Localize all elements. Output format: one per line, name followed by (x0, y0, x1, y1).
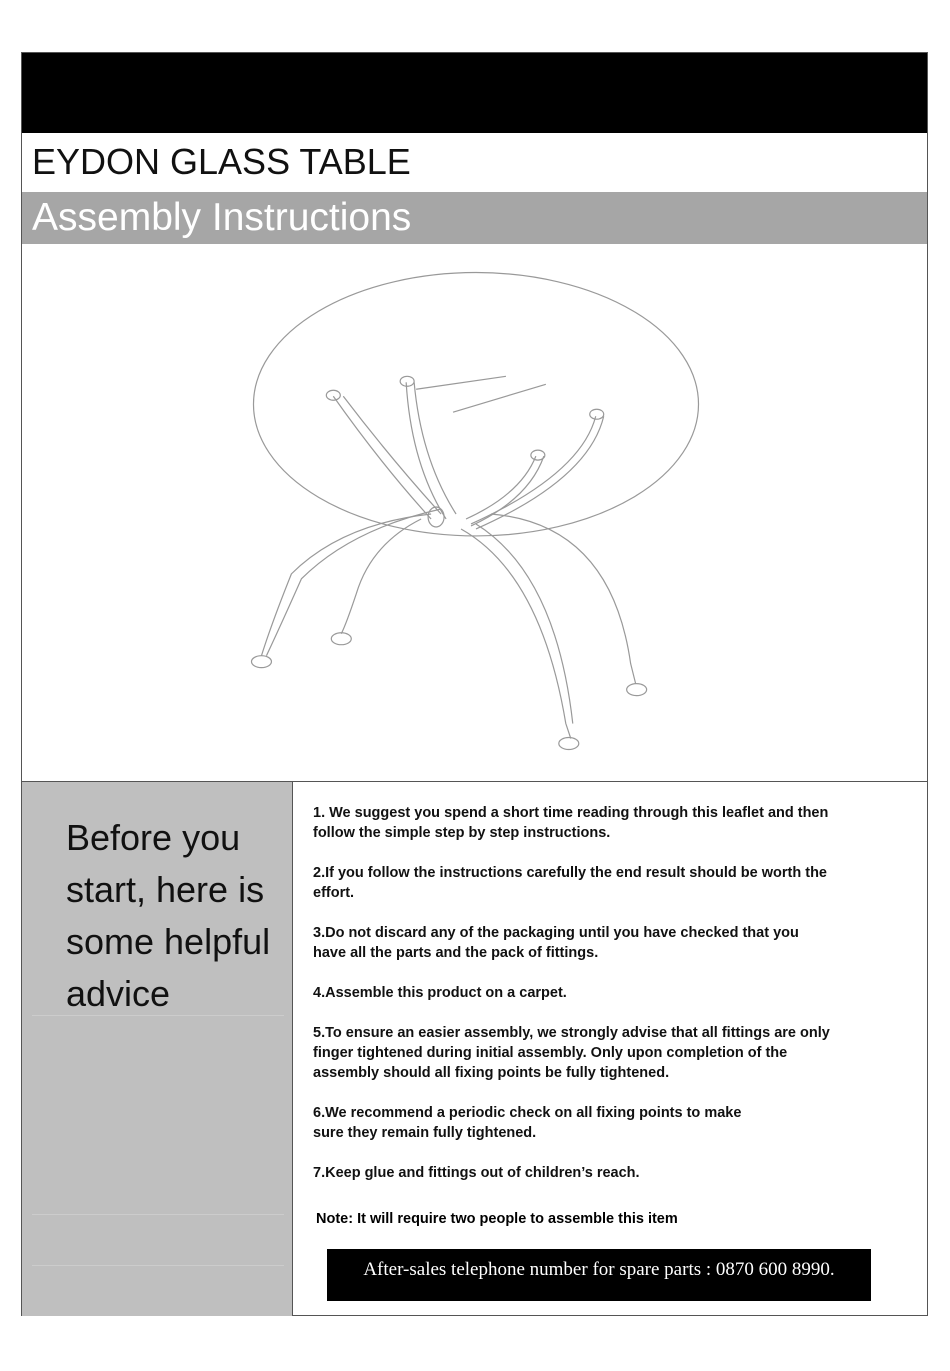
instruction-item: 2.If you follow the instructions carefully the end result should be worth the effort. (313, 865, 827, 901)
product-title: EYDON GLASS TABLE (32, 141, 411, 182)
instruction-item: 4.Assemble this product on a carpet. (313, 985, 567, 1001)
document-page (21, 52, 928, 1316)
table-illustration (22, 244, 927, 781)
instruction-item: 7.Keep glue and fittings out of children’s reach. (313, 1165, 640, 1181)
subtitle-bar (22, 192, 927, 244)
advice-heading: Before you start, here is some helpful advice (66, 817, 271, 1014)
after-sales-banner: After-sales telephone number for spare parts : 0870 600 8990. (327, 1249, 871, 1301)
note-text: Note: It will require two people to assemble this item (316, 1211, 678, 1227)
header-bar (22, 53, 927, 133)
instruction-item: 3.Do not discard any of the packaging until you have checked that you have all the parts and the pack of fittings. (313, 925, 799, 961)
advice-sidebar (22, 782, 293, 1316)
instruction-item: 1. We suggest you spend a short time reading through this leaflet and then follow the simple step by step instructions. (313, 805, 829, 841)
instruction-list (313, 803, 873, 1203)
instruction-item: 6.We recommend a periodic check on all fixing points to make sure they remain fully tightened. (313, 1105, 742, 1141)
subtitle: Assembly Instructions (32, 196, 412, 239)
instruction-item: 5.To ensure an easier assembly, we strongly advise that all fittings are only finger tightened during initial assembly. Only upon completion of the assembly should all fixing points be fully tightened. (313, 1025, 830, 1081)
